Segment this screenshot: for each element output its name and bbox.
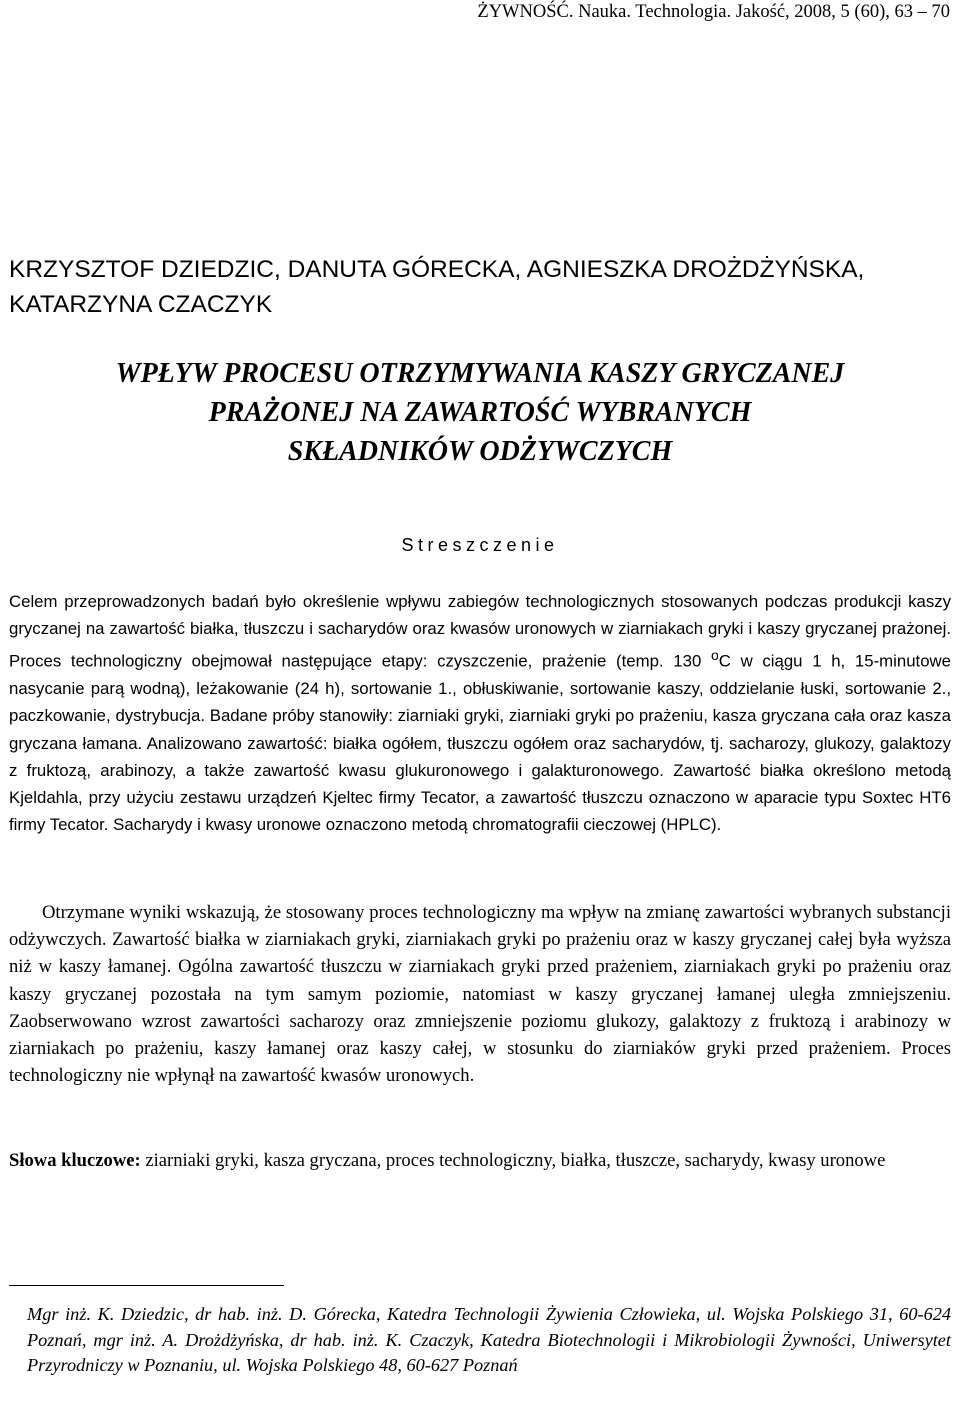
abstract-heading: Streszczenie xyxy=(401,535,559,555)
author-list xyxy=(9,252,954,322)
degree-superscript: o xyxy=(710,647,719,664)
abstract-paragraph xyxy=(9,588,951,838)
title-line: WPŁYW PROCESU OTRZYMYWANIA KASZY GRYCZANEJ xyxy=(115,358,845,389)
author-affiliations-footnote: Mgr inż. K. Dziedzic, dr hab. inż. D. Górecka, Katedra Technologii Żywienia Człowieka, ul. Wojska Polskiego 31, 60-624 Poznań, mgr inż. A. Drożdżyńska, dr hab. inż. K. Czaczyk, Katedra Biotechnologii i Mikrobiologii Żywności, Uniwersytet Przyrodniczy w Poznaniu, ul. Wojska Polskiego 48, 60-627 Poznań xyxy=(27,1304,951,1376)
abstract-text: Celem przeprowadzonych badań było określenie wpływu zabiegów technologicznych stosowanych podczas produkcji kaszy gryczanej na zawartość białka, tłuszczu i sacharydów oraz kwasów uronowych w ziarniakach gryki i kaszy gryczanej prażonej. Proces technologiczny obejmował następujące etapy: czyszczenie, prażenie (temp. 130 xyxy=(9,592,951,671)
keywords-label: Słowa kluczowe: xyxy=(9,1150,141,1171)
article-title xyxy=(0,354,960,471)
abstract-text: C w ciągu 1 h, 15-minutowe nasycanie parą wodną), leżakowanie (24 h), sortowanie 1., obłuskiwanie, sortowanie kaszy, oddzielanie łuski, sortowanie 2., paczkowanie, dystrybucja. Badane próby stanowiły: ziarniaki gryki, ziarniaki gryki po prażeniu, kasza gryczana cała oraz kasza gryczana łamana. Analizowano zawartość: białka ogółem, tłuszczu ogółem oraz sacharydów, tj. sacharozy, glukozy, galaktozy z fruktozą, arabinozy, a także zawartość kwasu glukuronowego i galakturonowego. Zawartość białka określono metodą Kjeldahla, przy użyciu zestawu urządzeń Kjeltec firmy Tecator, a zawartość tłuszczu oznaczono w aparacie typu Soxtec HT6 firmy Tecator. Sacharydy i kwasy uronowe oznaczono metodą chromatografii cieczowej (HPLC). xyxy=(9,652,951,835)
abstract-results-paragraph: Otrzymane wyniki wskazują, że stosowany proces technologiczny ma wpływ na zmianę zawartości wybranych substancji odżywczych. Zawartość białka w ziarniakach gryki, ziarniakach gryki po prażeniu oraz w kaszy gryczanej całej była wyższa niż w kaszy łamanej. Ogólna zawartość tłuszczu w ziarniakach gryki przed prażeniem, ziarniakach gryki po prażeniu oraz kaszy gryczanej pozostała na tym samym poziomie, natomiast w kaszy gryczanej łamanej uległa zmniejszeniu. Zaobserwowano wzrost zawartości sacharozy oraz zmniejszenie poziomu glukozy, galaktozy z fruktozą i arabinozy w ziarniakach po prażeniu, kaszy łamanej oraz kaszy całej, w stosunku do ziarniaków gryki przed prażeniem. Proces technologiczny nie wpłynął na zawartość kwasów uronowych. xyxy=(9,902,951,1087)
author-line: KRZYSZTOF DZIEDZIC, DANUTA GÓRECKA, AGNIESZKA DROŻDŻYŃSKA, xyxy=(9,256,865,283)
keywords-text: ziarniaki gryki, kasza gryczana, proces technologiczny, białka, tłuszcze, sacharydy, kwasy uronowe xyxy=(140,1150,886,1171)
author-line: KATARZYNA CZACZYK xyxy=(9,291,273,318)
title-line: SKŁADNIKÓW ODŻYWCZYCH xyxy=(287,436,673,467)
keywords xyxy=(9,1146,951,1175)
footnote-divider xyxy=(9,1285,284,1286)
journal-header: ŻYWNOŚĆ. Nauka. Technologia. Jakość, 2008, 5 (60), 63 – 70 xyxy=(477,2,950,22)
title-line: PRAŻONEJ NA ZAWARTOŚĆ WYBRANYCH xyxy=(208,397,752,428)
